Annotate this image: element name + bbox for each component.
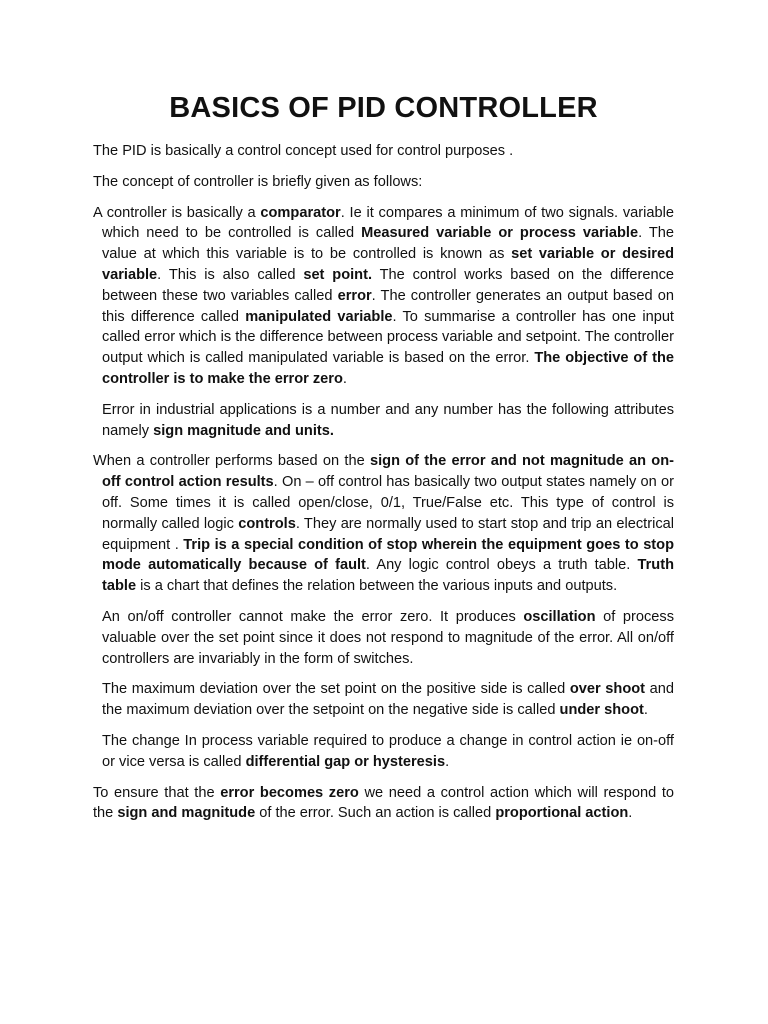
paragraph <box>93 679 674 721</box>
bold-text: Measured variable or process variable <box>361 225 639 242</box>
paragraph <box>93 731 674 773</box>
text-run: . Ie it compares a minimum of two signals. variable which need to be controlled is called <box>102 204 674 242</box>
text-run: . <box>445 753 450 770</box>
bold-text: under shoot <box>559 702 644 719</box>
bold-text: comparator <box>260 204 341 221</box>
paragraph <box>93 451 674 597</box>
bold-text: controls <box>238 515 296 532</box>
paragraph <box>93 172 674 193</box>
text-run: . To summarise a controller has one input called error which is the difference between process variable and setpoint. The controller output which is called manipulated variable is based on the error. <box>102 308 674 367</box>
text-run: . <box>342 370 347 387</box>
text-run: A controller is basically a <box>93 204 261 221</box>
paragraph <box>93 783 674 825</box>
text-run: we need a control action which will respond to the <box>93 784 674 822</box>
bold-text: The objective of the controller is to make the error zero <box>102 350 675 387</box>
bold-text: sign of the error and not magnitude an on-off control action results <box>102 453 674 491</box>
document-body <box>93 141 674 824</box>
text-run: An on/off controller cannot make the error zero. It produces <box>102 608 524 625</box>
paragraph <box>93 141 674 162</box>
bold-text: error becomes zero <box>220 784 359 801</box>
text-run: of process valuable over the set point since it does not respond to magnitude of the error. All on/off controllers are invariably in the form of switches. <box>102 608 674 667</box>
bold-text: sign and magnitude <box>117 805 256 822</box>
text-run: . The controller generates an output based on this difference called <box>102 287 674 325</box>
text-run: . <box>643 702 648 719</box>
text-run: is a chart that defines the relation between the various inputs and outputs. <box>136 578 618 595</box>
bold-text: Truth table <box>102 557 674 595</box>
bold-text: proportional action <box>495 805 629 822</box>
bold-text: differential gap or hysteresis <box>245 753 446 770</box>
text-run: Error in industrial applications is a number and any number has the following attributes namely <box>102 401 674 439</box>
paragraph <box>93 203 674 390</box>
text-run: To ensure that the <box>93 784 221 801</box>
bold-text: sign magnitude and units. <box>153 422 334 439</box>
text-run: . The value at which this variable is to be controlled is known as <box>102 225 674 263</box>
text-run: and the maximum deviation over the setpoint on the negative side is called <box>102 681 674 719</box>
bold-text: error <box>337 287 372 304</box>
text-run: of the error. Such an action is called <box>255 805 496 822</box>
bold-text: set variable or desired variable <box>102 246 674 283</box>
text-run: . <box>628 805 633 822</box>
text-run: . Any logic control obeys a truth table. <box>365 557 638 574</box>
text-run: . This is also called <box>157 266 304 283</box>
text-run: The PID is basically a control concept used for control purposes . <box>93 143 514 159</box>
text-run: The control works based on the difference between these two variables called <box>102 266 674 304</box>
text-run: When a controller performs based on the <box>93 453 370 470</box>
text-run: The concept of controller is briefly given as follows: <box>93 173 423 190</box>
text-run: The maximum deviation over the set point on the positive side is called <box>102 681 570 698</box>
text-run: The change In process variable required to produce a change in control action ie on-off or vice versa is called <box>102 732 674 770</box>
bold-text: over shoot <box>569 681 646 698</box>
bold-text: manipulated variable <box>245 308 393 325</box>
bold-text: oscillation <box>523 608 596 625</box>
paragraph <box>93 607 674 669</box>
document-page <box>93 88 674 834</box>
text-run: . They are normally used to start stop and trip an electrical equipment . <box>102 515 674 553</box>
document-title: BASICS OF PID CONTROLLER <box>169 92 598 124</box>
bold-text: Trip is a special condition of stop wherein the equipment goes to stop mode automatically because of fault <box>102 536 674 574</box>
paragraph <box>93 400 674 442</box>
bold-text: set point. <box>303 266 373 283</box>
text-run: . On – off control has basically two output states namely on or off. Some times it is called open/close, 0/1, True/False etc. This type of control is normally called logic <box>102 474 675 532</box>
